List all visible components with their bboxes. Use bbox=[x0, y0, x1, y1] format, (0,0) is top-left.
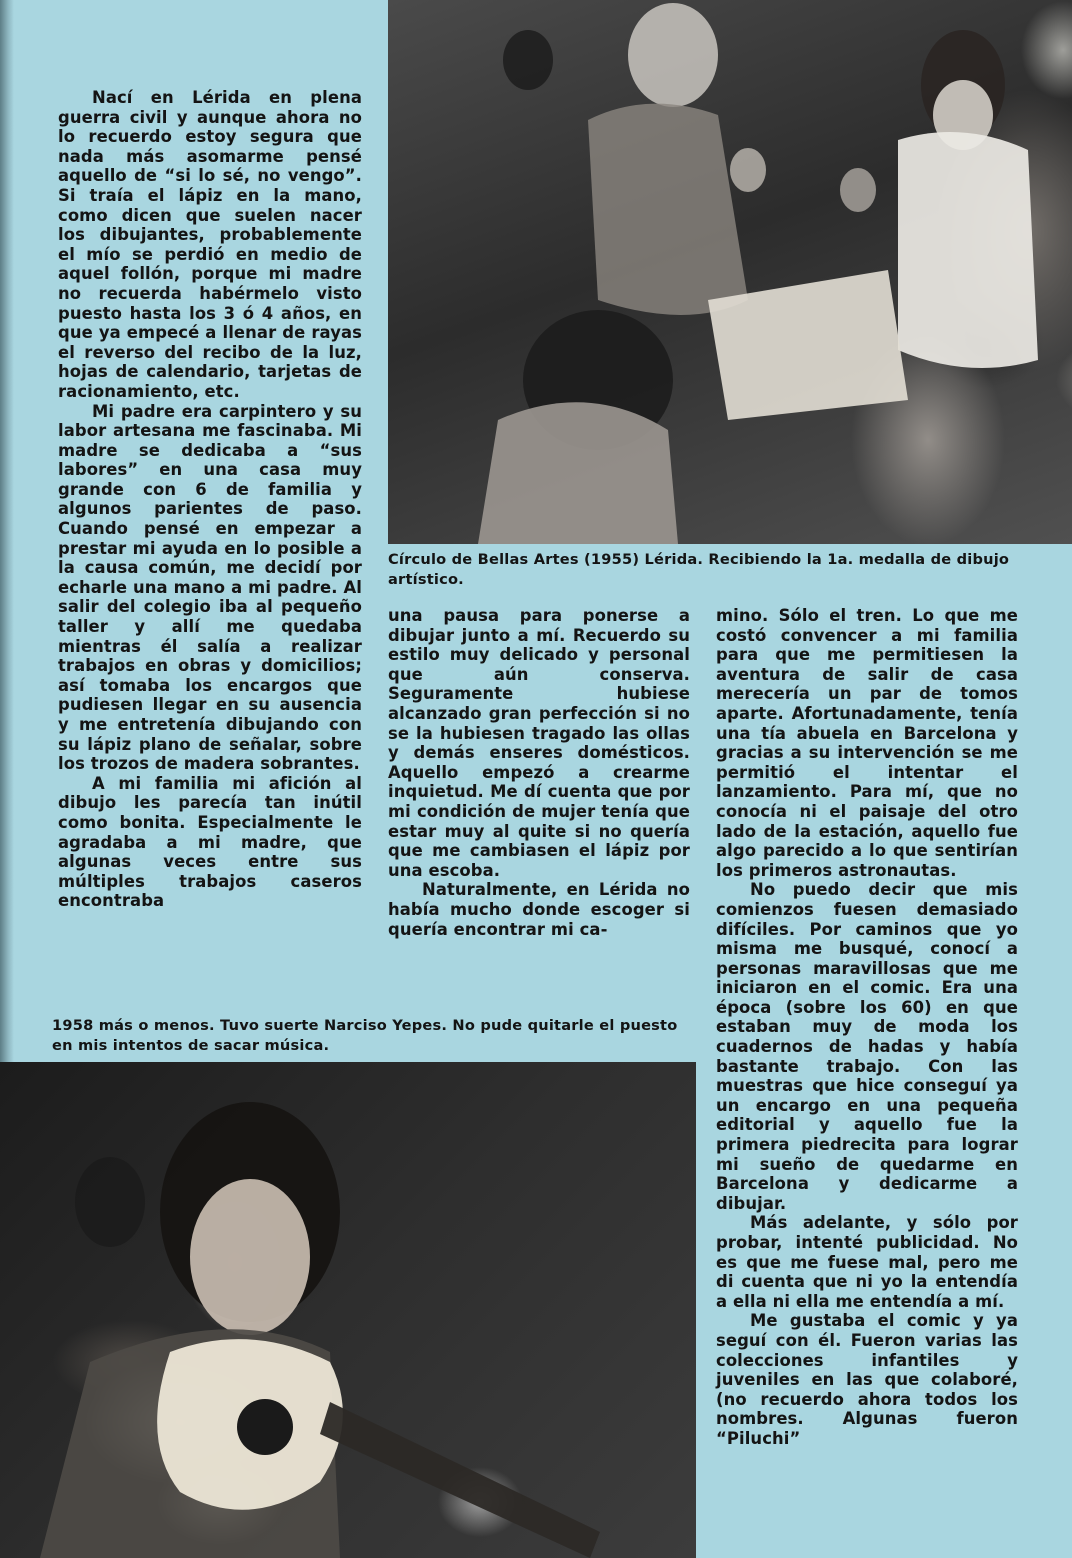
paragraph: Más adelante, y sólo por probar, intenté publicidad. No es que me fuese mal, pero me di cuenta que ni yo la entendía a ella ni ella me entendía a mí. bbox=[716, 1213, 1018, 1311]
paragraph: Naturalmente, en Lérida no había mucho donde escoger si quería encontrar mi ca- bbox=[388, 880, 690, 939]
photo-medal-ceremony bbox=[388, 0, 1072, 544]
photo-guitar-portrait-image bbox=[0, 1062, 696, 1558]
article-column-2 bbox=[388, 606, 690, 939]
article-column-1 bbox=[58, 88, 362, 911]
paragraph: Me gustaba el comic y ya seguí con él. Fueron varias las colecciones infantiles y juveniles en las que colaboré, (no recuerdo ahora todos los nombres. Algunas fueron “Piluchi” bbox=[716, 1311, 1018, 1448]
paragraph: mino. Sólo el tren. Lo que me costó convencer a mi familia para que me permitiesen la aventura de salir de casa merecería un par de tomos aparte. Afortunadamente, tenía una tía abuela en Barcelona y gracias a su intervención se me permitió el intentar el lanzamiento. Para mí, que no conocía ni el paisaje del otro lado de la estación, aquello fue algo parecido a lo que sentirían los primeros astronautas. bbox=[716, 606, 1018, 880]
paragraph: Nací en Lérida en plena guerra civil y aunque ahora no lo recuerdo estoy segura que nada más asomarme pensé aquello de “si lo sé, no vengo”. Si traía el lápiz en la mano, como dicen que suelen nacer los dibujantes, probablemente el mío se perdió en medio de aquel follón, porque mi madre no recuerda habérmelo visto puesto hasta los 3 ó 4 años, en que ya empecé a llenar de rayas el reverso del recibo de la luz, hojas de calendario, tarjetas de racionamiento, etc. bbox=[58, 88, 362, 401]
photo-caption-bottom: 1958 más o menos. Tuvo suerte Narciso Yepes. No pude quitarle el puesto en mis intentos de sacar música. bbox=[52, 1017, 678, 1054]
photo-guitar-portrait bbox=[0, 1062, 696, 1558]
paragraph: una pausa para ponerse a dibujar junto a mí. Recuerdo su estilo muy delicado y personal que aún conserva. Seguramente hubiese alcanzado gran perfección si no se la hubiesen tragado las ollas y demás enseres domésticos. Aquello empezó a crearme inquietud. Me dí cuenta que por mi condición de mujer tenía que estar muy al quite si no quería que me cambiasen el lápiz por una escoba. bbox=[388, 606, 690, 880]
photo-caption-top: Círculo de Bellas Artes (1955) Lérida. Recibiendo la 1a. medalla de dibujo artístico. bbox=[388, 551, 1010, 588]
paragraph: A mi familia mi afición al dibujo les parecía tan inútil como bonita. Especialmente le agradaba a mi madre, que algunas veces entre sus múltiples trabajos caseros encontraba bbox=[58, 773, 362, 911]
article-column-3 bbox=[716, 606, 1018, 1449]
photo-medal-ceremony-image bbox=[388, 0, 1072, 544]
paragraph: Mi padre era carpintero y su labor artesana me fascinaba. Mi madre se dedicaba a “sus labores” en una casa muy grande con 6 de familia y algunos parientes de paso. Cuando pensé en empezar a prestar mi ayuda en lo posible a la causa común, me decidí por echarle una mano a mi padre. Al salir del colegio iba al pequeño taller y allí me quedaba mientras él salía a realizar trabajos en obras y domicilios; así tomaba los encargos que pudiesen llegar en su ausencia y me entretenía dibujando con su lápiz plano de señalar, sobre los trozos de madera sobrantes. bbox=[58, 401, 362, 774]
paragraph: No puedo decir que mis comienzos fuesen demasiado difíciles. Por caminos que yo misma me busqué, conocí a personas maravillosas que me iniciaron en el comic. Era una época (sobre los 60) en que estaban muy de moda los cuadernos de hadas y había bastante trabajo. Con las muestras que hice conseguí ya un encargo en una pequeña editorial y aquello fue la primera piedrecita para lograr mi sueño de quedarme en Barcelona y dedicarme a dibujar. bbox=[716, 880, 1018, 1213]
